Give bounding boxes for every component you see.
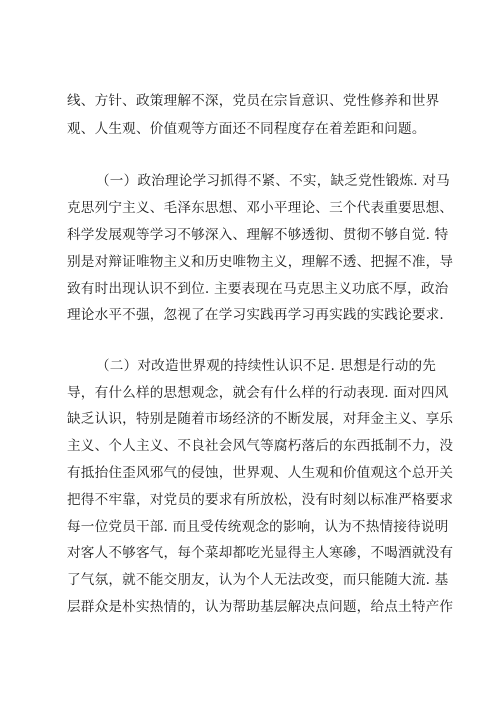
paragraph-3-line-1: （二）对改造世界观的持续性认识不足. 思想是行动的先 [96, 358, 437, 374]
paragraph-3-line-4: 主义、个人主义、不良社会风气等腐朽落后的东西抵制不力，没 [67, 438, 454, 454]
paragraph-2-line-6: 理论水平不强，忽视了在学习实践再学习再实践的实践论要求. [67, 307, 444, 323]
paragraph-2-line-2: 克思列宁主义、毛泽东思想、邓小平理论、三个代表重要思想、 [67, 200, 454, 216]
paragraph-3-line-8: 对客人不够客气，每个菜却都吃光显得主人寒碜，不喝酒就没有 [67, 545, 454, 561]
paragraph-1-line-2: 观、人生观、价值观等方面还不同程度存在着差距和问题。 [67, 121, 426, 137]
paragraph-3-line-10: 层群众是朴实热情的，认为帮助基层解决点问题，给点土特产作 [67, 599, 454, 615]
paragraph-2-line-1: （一）政治理论学习抓得不紧、不实，缺乏党性锻炼. 对马 [96, 173, 450, 189]
paragraph-3-line-6: 把得不牢靠，对党员的要求有所放松，没有时刻以标准严格要求 [67, 492, 454, 508]
paragraph-3-line-2: 导，有什么样的思想观念，就会有什么样的行动表现. 面对四风 [67, 385, 449, 401]
paragraph-2-line-3: 科学发展观等学习不够深入、理解不够透彻、贯彻不够自觉. 特 [67, 227, 449, 243]
paragraph-3-line-9: 了气氛，就不能交朋友，认为个人无法改变，而只能随大流. 基 [67, 572, 449, 588]
paragraph-3-line-5: 有抵抬住歪风邪气的侵蚀，世界观、人生观和价值观这个总开关 [67, 465, 454, 481]
paragraph-2-line-4: 别是对辩证唯物主义和历史唯物主义，理解不透、把握不准，导 [67, 254, 454, 270]
paragraph-1-line-1: 线、方针、政策理解不深，党员在宗旨意识、党性修养和世界 [67, 93, 440, 109]
paragraph-2-line-5: 致有时出现认识不到位. 主要表现在马克思主义功底不厚，政治 [67, 281, 449, 297]
paragraph-3-line-3: 缺乏认识，特别是随着市场经济的不断发展，对拜金主义、享乐 [67, 411, 454, 427]
paragraph-3-line-7: 每一位党员干部. 而且受传统观念的影响，认为不热情接待说明 [67, 519, 449, 535]
